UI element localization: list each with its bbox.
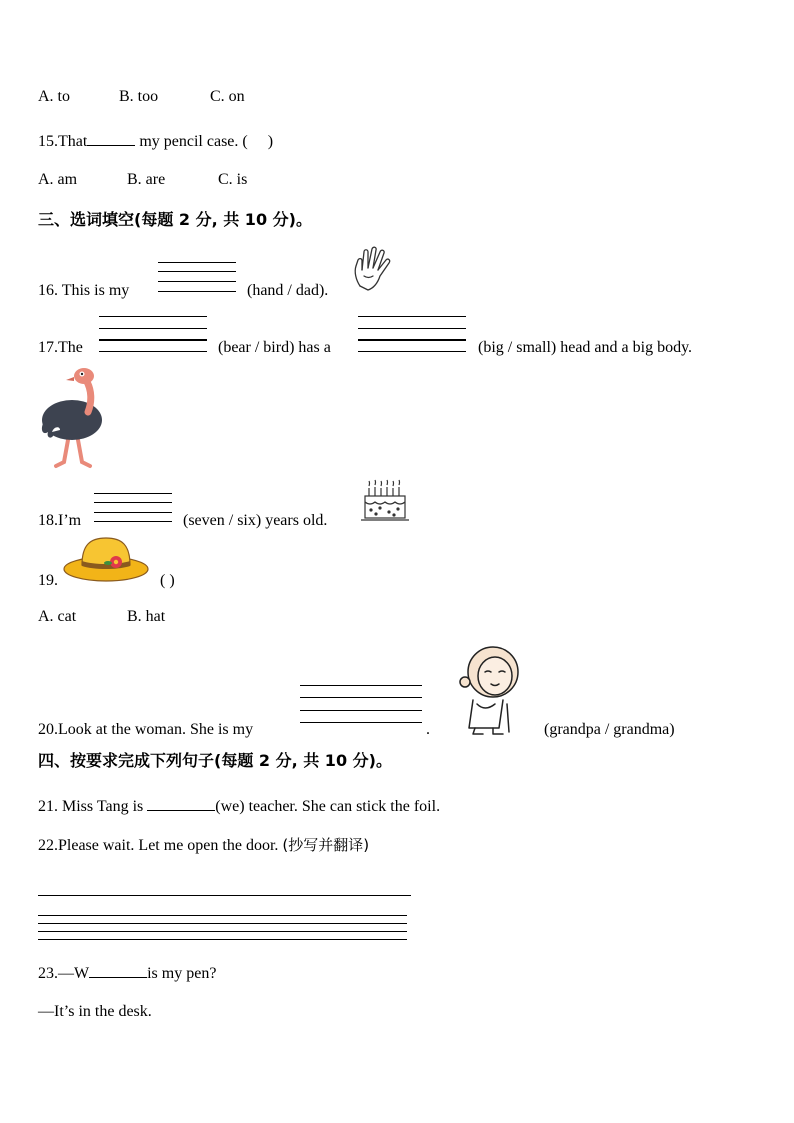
question-23 bbox=[38, 963, 216, 982]
question-18-text: 18.I’m bbox=[38, 512, 82, 529]
hand-icon bbox=[350, 246, 394, 294]
answer-paren[interactable]: ( ) bbox=[160, 572, 175, 589]
period: . bbox=[426, 721, 430, 738]
question-text-pre: That bbox=[58, 133, 88, 150]
section-heading: 三、选词填空(每题 2 分, 共 10 分)。 bbox=[38, 210, 312, 229]
question-text: 22.Please wait. Let me open the door. bbox=[38, 837, 279, 854]
word-choices: (seven / six) years old. bbox=[183, 512, 328, 529]
paren-close: ) bbox=[267, 133, 274, 150]
word-choices: (grandpa / grandma) bbox=[544, 721, 675, 738]
question-21 bbox=[38, 796, 440, 815]
ostrich-icon bbox=[38, 366, 110, 470]
hat-icon bbox=[62, 535, 150, 583]
answer-blank[interactable] bbox=[87, 131, 135, 146]
question-15 bbox=[38, 131, 273, 150]
question-text-post: is my pen? bbox=[147, 965, 217, 982]
option-a: A. am bbox=[38, 171, 78, 188]
grandma-icon bbox=[455, 642, 525, 736]
word-choices: (hand / dad). bbox=[247, 282, 329, 299]
dialogue-answer: —It’s in the desk. bbox=[38, 1003, 152, 1020]
question-number: 19. bbox=[38, 572, 58, 589]
option-a: A. to bbox=[38, 88, 70, 105]
instruction-note: (抄写并翻译) bbox=[282, 836, 370, 854]
question-16-text: 16. This is my bbox=[38, 282, 130, 299]
option-a: A. cat bbox=[38, 608, 77, 625]
option-b: B. too bbox=[119, 88, 159, 105]
question-number: 15. bbox=[38, 133, 58, 150]
question-text-pre: 23.—W bbox=[38, 965, 90, 982]
option-b: B. hat bbox=[127, 608, 166, 625]
option-c: C. is bbox=[218, 171, 248, 188]
question-text-pre: 21. Miss Tang is bbox=[38, 798, 144, 815]
question-20-text: 20.Look at the woman. She is my bbox=[38, 721, 254, 738]
answer-blank[interactable] bbox=[89, 963, 147, 978]
word-choices: (bear / bird) has a bbox=[218, 339, 331, 356]
option-c: C. on bbox=[210, 88, 245, 105]
word-choices: (big / small) head and a big body. bbox=[478, 339, 693, 356]
question-22 bbox=[38, 838, 369, 854]
question-text-post: (we) teacher. She can stick the foil. bbox=[215, 798, 441, 815]
question-17-text: 17.The bbox=[38, 339, 83, 356]
birthday-cake-icon bbox=[360, 478, 410, 524]
answer-blank[interactable] bbox=[147, 796, 215, 811]
section-heading: 四、按要求完成下列句子(每题 2 分, 共 10 分)。 bbox=[38, 751, 392, 770]
question-text-post: my pencil case. ( bbox=[139, 133, 248, 150]
option-b: B. are bbox=[127, 171, 166, 188]
